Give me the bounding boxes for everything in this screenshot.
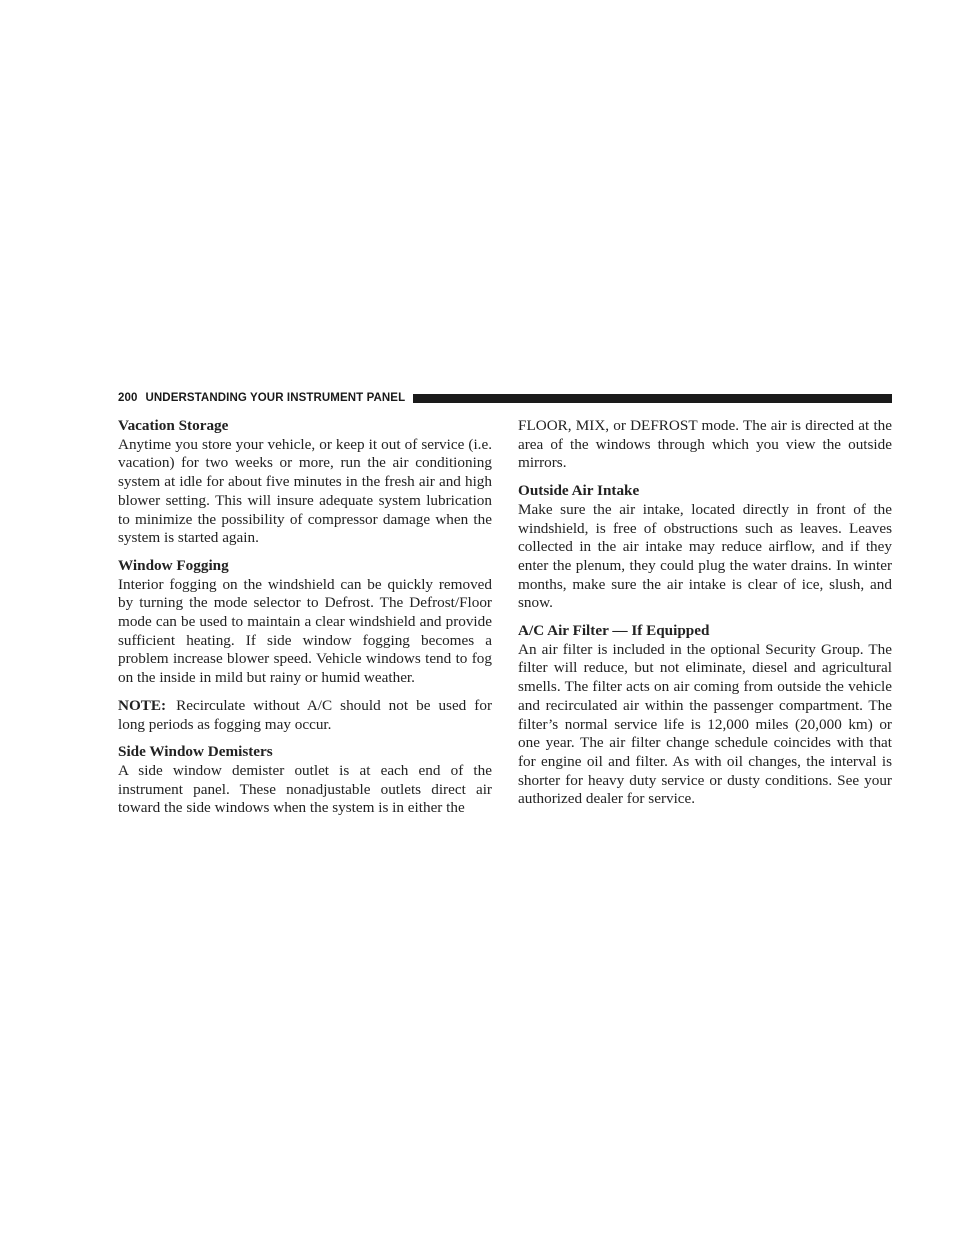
section-heading: Window Fogging xyxy=(118,556,229,574)
section-heading: Side Window Demisters xyxy=(118,743,273,761)
note-label: NOTE: xyxy=(118,696,167,714)
section-heading: A/C Air Filter — If Equipped xyxy=(518,622,710,640)
section-body: Make sure the air intake, located directly in front of the windshield, is free of obstructions such as leaves. Leaves collected in the air intake may reduce airflow, and if they enter the plenum, they could plug the water drains. In winter months, make sure the air intake is clear of ice, slush, and snow. xyxy=(518,500,892,612)
section-outside-air-intake xyxy=(518,482,892,613)
section-vacation-storage xyxy=(118,417,492,548)
note-text: Recirculate without A/C should not be used for long periods as fogging may occur. xyxy=(118,696,492,733)
left-column xyxy=(118,417,492,827)
section-body: Interior fogging on the windshield can be quickly removed by turning the mode selector to Defrost. The Defrost/Floor mode can be used to maintain a clear windshield and provide sufficient heating. If side window fogging becomes a problem increase blower speed. Vehicle windows tend to fog on the inside in mild but rainy or humid weather. xyxy=(118,575,492,687)
section-body: Anytime you store your vehicle, or keep it out of service (i.e. vacation) for two weeks or more, run the air conditioning system at idle for about five minutes in the fresh air and high blower setting. This will insure adequate system lubrication to minimize the possibility of compressor damage when the system is started again. xyxy=(118,435,492,547)
section-heading: Outside Air Intake xyxy=(518,482,640,500)
section-body: A side window demister outlet is at each end of the instrument panel. These nonadjustable outlets direct air toward the side windows when the system is in either the xyxy=(118,761,492,817)
section-body: An air filter is included in the optional Security Group. The filter will reduce, but not eliminate, diesel and agricultural smells. The filter acts on air coming from outside the vehicle and recirculated air within the passenger compartment. The filter’s normal service life is 12,000 miles (20,000 km) or one year. The air filter change schedule coincides with that for engine oil and filter. As with oil changes, the interval is shorter for heavy duty service or dusty conditions. See your authorized dealer for service. xyxy=(518,640,892,808)
right-column xyxy=(518,417,892,818)
section-window-fogging xyxy=(118,557,492,688)
chapter-title: UNDERSTANDING YOUR INSTRUMENT PANEL xyxy=(145,392,406,404)
note-paragraph xyxy=(118,697,492,734)
section-ac-air-filter xyxy=(518,622,892,809)
page-header xyxy=(118,391,892,405)
page-number: 200 xyxy=(118,392,138,404)
section-heading: Vacation Storage xyxy=(118,417,229,434)
header-rule xyxy=(413,394,892,403)
section-side-window-demisters xyxy=(118,743,492,818)
continuation-paragraph: FLOOR, MIX, or DEFROST mode. The air is directed at the area of the windows through which you view the outside mirrors. xyxy=(518,417,892,472)
